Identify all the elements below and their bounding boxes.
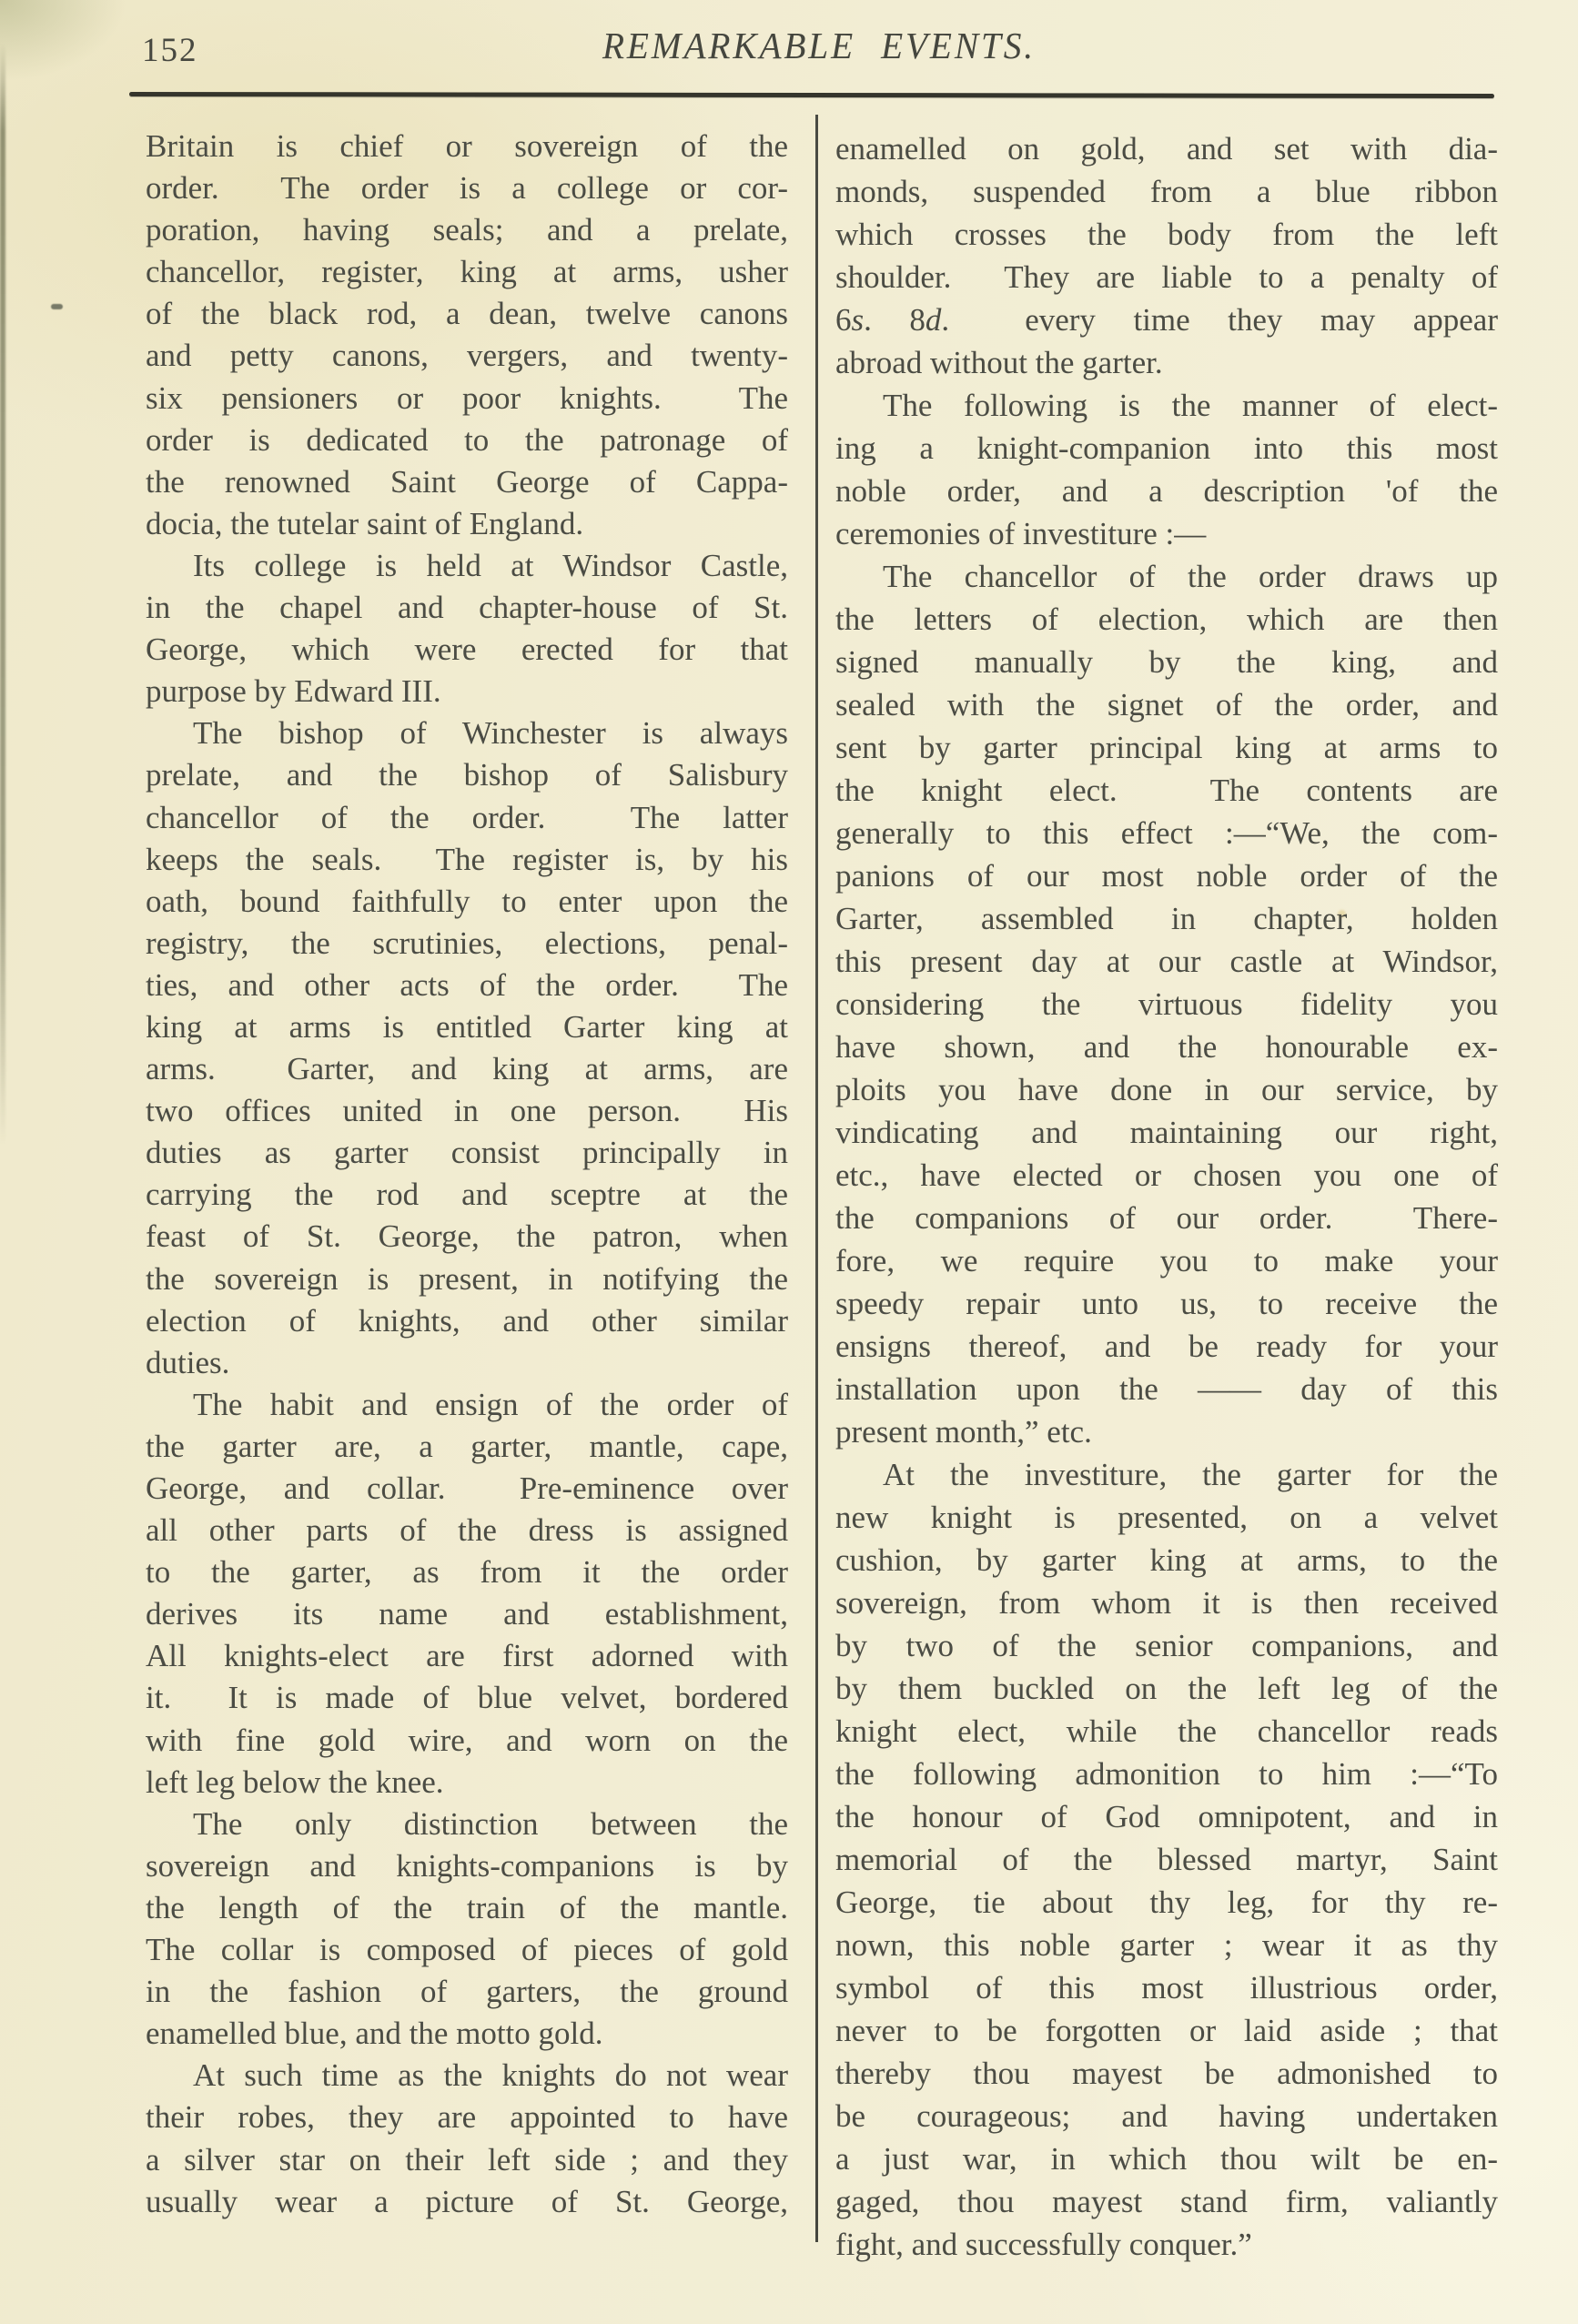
text-line: be courageous; and having undertaken bbox=[835, 2098, 1498, 2134]
text-line: Britain is chief or sovereign of the bbox=[146, 128, 788, 164]
page-number: 152 bbox=[142, 32, 198, 69]
text-line: with fine gold wire, and worn on the bbox=[146, 1722, 788, 1758]
text-line: the letters of election, which are then bbox=[835, 601, 1498, 637]
text-line: docia, the tutelar saint of England. bbox=[146, 505, 584, 541]
text-line: chancellor, register, king at arms, usher bbox=[146, 254, 788, 290]
text-line: prelate, and the bishop of Salisbury bbox=[146, 757, 788, 793]
column-divider-rule bbox=[815, 115, 818, 2242]
text-line: thereby thou mayest be admonished to bbox=[835, 2056, 1498, 2091]
text-line: vindicating and maintaining our right, bbox=[835, 1115, 1498, 1150]
text-line: present month,” etc. bbox=[835, 1414, 1092, 1450]
text-line: usually wear a picture of St. George, bbox=[146, 2183, 788, 2219]
text-line: arms. Garter, and king at arms, are bbox=[146, 1051, 788, 1087]
text-line: signed manually by the king, and bbox=[835, 644, 1498, 680]
text-line: a just war, in which thou wilt be en- bbox=[835, 2141, 1498, 2177]
text-line: two offices united in one person. His bbox=[146, 1093, 788, 1129]
text-line: chancellor of the order. The latter bbox=[146, 799, 788, 835]
text-line: carrying the rod and sceptre at the bbox=[146, 1177, 788, 1213]
text-line: At such time as the knights do not wear bbox=[193, 2057, 788, 2094]
text-line: by them buckled on the left leg of the bbox=[835, 1671, 1498, 1706]
text-line: noble order, and a description 'of the bbox=[835, 473, 1498, 509]
text-line: George, and collar. Pre-eminence over bbox=[146, 1470, 788, 1506]
text-line: the sovereign is present, in notifying the bbox=[146, 1260, 788, 1297]
text-line: fight, and successfully conquer.” bbox=[835, 2227, 1252, 2262]
text-line: sealed with the signet of the order, and bbox=[835, 687, 1498, 722]
text-line: The only distinction between the bbox=[193, 1805, 788, 1842]
text-line: gaged, thou mayest stand firm, valiantly bbox=[835, 2184, 1498, 2219]
text-line: all other parts of the dress is assigned bbox=[146, 1512, 788, 1549]
text-line: six pensioners or poor knights. The bbox=[146, 379, 788, 416]
text-line: etc., have elected or chosen you one of bbox=[835, 1157, 1498, 1193]
text-line: The following is the manner of elect- bbox=[883, 388, 1498, 423]
text-line: enamelled blue, and the motto gold. bbox=[146, 2016, 603, 2052]
text-line: derives its name and establishment, bbox=[146, 1596, 788, 1632]
text-line: of the black rod, a dean, twelve canons bbox=[146, 296, 788, 332]
text-line: ensigns thereof, and be ready for your bbox=[835, 1329, 1498, 1364]
text-line: generally to this effect :—“We, the com- bbox=[835, 815, 1498, 851]
text-line: poration, having seals; and a prelate, bbox=[146, 212, 788, 248]
text-line: panions of our most noble order of the bbox=[835, 858, 1498, 894]
running-header-title: REMARKABLE EVENTS. bbox=[602, 25, 1037, 66]
text-line: All knights-elect are first adorned with bbox=[146, 1638, 788, 1674]
text-line: the length of the train of the mantle. bbox=[146, 1889, 788, 1925]
text-line: it. It is made of blue velvet, bordered bbox=[146, 1680, 788, 1716]
text-line: George, tie about thy leg, for thy re- bbox=[835, 1884, 1498, 1920]
text-line: the knight elect. The contents are bbox=[835, 773, 1498, 808]
scan-edge-shadow bbox=[0, 44, 5, 1145]
text-line: in the chapel and chapter-house of St. bbox=[146, 590, 788, 626]
text-line: 6s. 8d. every time they may appear bbox=[835, 302, 1498, 338]
text-line: ploits you have done in our service, by bbox=[835, 1072, 1498, 1107]
text-line: their robes, they are appointed to have bbox=[146, 2099, 788, 2136]
text-line: abroad without the garter. bbox=[835, 345, 1163, 380]
text-line: sovereign and knights-companions is by bbox=[146, 1847, 788, 1884]
text-line: enamelled on gold, and set with dia- bbox=[835, 131, 1498, 167]
text-line: election of knights, and other similar bbox=[146, 1302, 788, 1339]
text-line: never to be forgotten or laid aside ; that bbox=[835, 2013, 1498, 2048]
text-line: symbol of this most illustrious order, bbox=[835, 1970, 1498, 2006]
text-line: nown, this noble garter ; wear it as thy bbox=[835, 1927, 1498, 1963]
text-line: The collar is composed of pieces of gold bbox=[146, 1932, 788, 1968]
text-line: duties. bbox=[146, 1344, 230, 1380]
text-line: shoulder. They are liable to a penalty of bbox=[835, 259, 1498, 295]
text-line: sovereign, from whom it is then received bbox=[835, 1585, 1498, 1621]
text-line: Its college is held at Windsor Castle, bbox=[193, 547, 788, 583]
text-line: ties, and other acts of the order. The bbox=[146, 966, 788, 1003]
text-line: fore, we require you to make your bbox=[835, 1243, 1498, 1278]
text-line: The habit and ensign of the order of bbox=[193, 1386, 788, 1422]
text-line: speedy repair unto us, to receive the bbox=[835, 1286, 1498, 1321]
text-line: the following admonition to him :—“To bbox=[835, 1756, 1498, 1792]
text-line: the renowned Saint George of Cappa- bbox=[146, 463, 788, 500]
text-line: king at arms is entitled Garter king at bbox=[146, 1008, 788, 1045]
text-line: knight elect, while the chancellor reads bbox=[835, 1713, 1498, 1749]
text-line: monds, suspended from a blue ribbon bbox=[835, 174, 1498, 209]
text-line: by two of the senior companions, and bbox=[835, 1628, 1498, 1663]
text-line: this present day at our castle at Windsor, bbox=[835, 944, 1498, 979]
text-line: At the investiture, the garter for the bbox=[883, 1457, 1498, 1492]
text-line: order is dedicated to the patronage of bbox=[146, 421, 788, 458]
text-line: Garter, assembled in chapter, holden bbox=[835, 901, 1498, 936]
scan-corner-tint bbox=[0, 0, 127, 82]
text-column-right bbox=[835, 127, 1498, 2266]
text-line: considering the virtuous fidelity you bbox=[835, 986, 1498, 1022]
text-line: registry, the scrutinies, elections, penal- bbox=[146, 925, 788, 961]
text-line: in the fashion of garters, the ground bbox=[146, 1974, 788, 2010]
text-line: The chancellor of the order draws up bbox=[883, 559, 1498, 594]
text-line: cushion, by garter king at arms, to the bbox=[835, 1542, 1498, 1578]
text-line: duties as garter consist principally in bbox=[146, 1135, 788, 1171]
text-line: the garter are, a garter, mantle, cape, bbox=[146, 1428, 788, 1464]
text-line: George, which were erected for that bbox=[146, 632, 788, 668]
text-line: sent by garter principal king at arms to bbox=[835, 730, 1498, 765]
header-rule bbox=[129, 92, 1494, 98]
text-line: left leg below the knee. bbox=[146, 1763, 444, 1800]
text-line: the companions of our order. There- bbox=[835, 1200, 1498, 1236]
text-line: to the garter, as from it the order bbox=[146, 1554, 788, 1591]
text-line: and petty canons, vergers, and twenty- bbox=[146, 338, 788, 374]
text-line: new knight is presented, on a velvet bbox=[835, 1500, 1498, 1535]
text-line: feast of St. George, the patron, when bbox=[146, 1218, 788, 1255]
text-line: keeps the seals. The register is, by his bbox=[146, 841, 788, 877]
text-line: installation upon the —— day of this bbox=[835, 1371, 1498, 1407]
text-column-left bbox=[146, 126, 788, 2223]
text-line: order. The order is a college or cor- bbox=[146, 170, 788, 207]
text-line: oath, bound faithfully to enter upon the bbox=[146, 883, 788, 919]
text-line: purpose by Edward III. bbox=[146, 673, 441, 710]
text-line: which crosses the body from the left bbox=[835, 217, 1498, 252]
text-line: memorial of the blessed martyr, Saint bbox=[835, 1842, 1498, 1877]
text-line: ceremonies of investiture :— bbox=[835, 516, 1207, 551]
text-line: a silver star on their left side ; and they bbox=[146, 2141, 788, 2177]
text-line: ing a knight-companion into this most bbox=[835, 430, 1498, 466]
text-line: have shown, and the honourable ex- bbox=[835, 1029, 1498, 1065]
text-line: The bishop of Winchester is always bbox=[193, 715, 788, 752]
text-line: the honour of God omnipotent, and in bbox=[835, 1799, 1498, 1834]
ink-speck bbox=[51, 304, 63, 309]
